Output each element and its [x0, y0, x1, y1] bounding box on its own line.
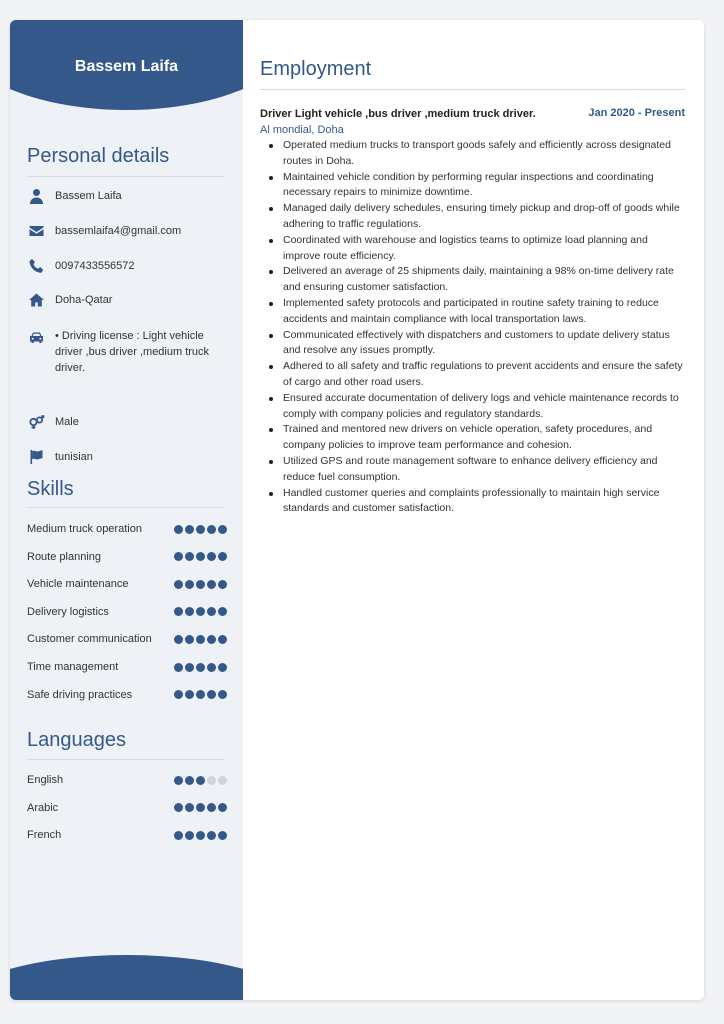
rating-dot — [218, 690, 227, 699]
rating-dot — [218, 607, 227, 616]
personal-details-divider — [27, 176, 224, 177]
job-header — [260, 107, 685, 122]
skill-row — [27, 605, 227, 619]
rating-dot — [185, 635, 194, 644]
skill-rating — [174, 663, 227, 672]
resume-page — [10, 20, 704, 1000]
rating-dot — [207, 663, 216, 672]
rating-dot — [207, 635, 216, 644]
rating-dot — [196, 580, 205, 589]
employment-title: Employment — [260, 58, 372, 80]
rating-dot — [174, 690, 183, 699]
detail-address-text: Doha-Qatar — [55, 294, 113, 306]
rating-dot — [207, 831, 216, 840]
skill-row — [27, 660, 227, 674]
detail-nationality-text: tunisian — [55, 451, 93, 463]
rating-dot — [185, 831, 194, 840]
language-rating — [174, 776, 227, 785]
gender-icon — [27, 414, 45, 430]
rating-dot — [207, 525, 216, 534]
rating-dot — [218, 831, 227, 840]
rating-dot — [174, 525, 183, 534]
job-bullet: Operated medium trucks to transport goods safely and efficiently across designated routes in Doha. — [260, 138, 685, 170]
rating-dot — [185, 552, 194, 561]
rating-dot — [196, 831, 205, 840]
rating-dot — [174, 635, 183, 644]
rating-dot — [196, 607, 205, 616]
language-label: French — [27, 829, 62, 842]
detail-phone — [27, 258, 227, 274]
rating-dot — [174, 663, 183, 672]
detail-license — [27, 328, 227, 376]
job-bullet: Ensured accurate documentation of delivery logs and vehicle maintenance records to comply with company policies and regulatory standards. — [260, 391, 685, 423]
job-bullet: Delivered an average of 25 shipments daily, maintaining a 98% on-time delivery rate and ensuring customer satisfaction. — [260, 264, 685, 296]
skill-label: Delivery logistics — [27, 605, 109, 618]
job-bullet: Trained and mentored new drivers on vehicle operation, safety procedures, and company policies to improve team performance and cohesion. — [260, 422, 685, 454]
skill-label: Vehicle maintenance — [27, 578, 129, 591]
detail-nationality — [27, 449, 227, 465]
sidebar — [10, 20, 243, 1000]
detail-gender-text: Male — [55, 416, 79, 428]
skill-row — [27, 522, 227, 536]
job-bullet: Communicated effectively with dispatchers and customers to update delivery status and resolve any issues promptly. — [260, 328, 685, 360]
rating-dot — [207, 607, 216, 616]
job-company: Al mondial, Doha — [260, 124, 344, 136]
rating-dot — [218, 552, 227, 561]
job-bullet: Adhered to all safety and traffic regulations to prevent accidents and ensure the safety of cargo and other road users. — [260, 359, 685, 391]
language-rating — [174, 803, 227, 812]
rating-dot — [218, 580, 227, 589]
rating-dot — [174, 803, 183, 812]
rating-dot — [185, 580, 194, 589]
rating-dot — [196, 525, 205, 534]
skill-label: Time management — [27, 661, 119, 673]
rating-dot — [185, 690, 194, 699]
job-date: Jan 2020 - Present — [588, 107, 685, 119]
language-label: English — [27, 774, 64, 786]
job-bullet: Utilized GPS and route management software to enhance delivery efficiency and reduce fuel consumption. — [260, 454, 685, 486]
skill-row — [27, 550, 227, 564]
job-bullet: Handled customer queries and complaints professionally to maintain high service standards and customer satisfaction. — [260, 486, 685, 518]
rating-dot — [185, 803, 194, 812]
skill-rating — [174, 580, 227, 589]
rating-dot — [174, 580, 183, 589]
skill-row — [27, 632, 227, 646]
rating-dot — [207, 803, 216, 812]
rating-dot — [207, 580, 216, 589]
detail-name — [27, 188, 227, 204]
rating-dot — [196, 776, 205, 785]
rating-dot — [218, 525, 227, 534]
languages-divider — [27, 759, 224, 760]
job-bullet: Maintained vehicle condition by performing regular inspections and coordinating necessary repairs to minimize downtime. — [260, 170, 685, 202]
rating-dot — [174, 776, 183, 785]
skill-label: Medium truck operation — [27, 523, 142, 535]
job-bullet: Managed daily delivery schedules, ensuring timely pickup and drop-off of goods while adhering to traffic regulations. — [260, 201, 685, 233]
detail-address — [27, 292, 227, 308]
car-icon — [27, 330, 45, 346]
sidebar-footer-shape — [10, 955, 243, 1000]
job-title: Driver Light vehicle ,bus driver ,medium truck driver. — [260, 108, 536, 120]
person-icon — [27, 188, 45, 204]
detail-email — [27, 223, 227, 239]
skill-label: Safe driving practices — [27, 688, 133, 701]
rating-dot — [196, 635, 205, 644]
skill-rating — [174, 635, 227, 644]
job-entry — [260, 107, 685, 517]
rating-dot — [218, 663, 227, 672]
rating-dot — [185, 607, 194, 616]
rating-dot — [196, 690, 205, 699]
candidate-name: Bassem Laifa — [74, 58, 179, 75]
detail-license-text: • Driving license : Light vehicle driver ,bus driver ,medium truck driver. — [55, 330, 210, 374]
rating-dot — [185, 663, 194, 672]
language-row — [27, 801, 227, 815]
skill-rating — [174, 690, 227, 699]
detail-email-text[interactable]: bassemlaifa4@gmail.com — [55, 225, 182, 237]
skill-row — [27, 688, 227, 702]
job-bullet: Coordinated with warehouse and logistics teams to optimize load planning and improve route efficiency. — [260, 233, 685, 265]
skills-divider — [27, 507, 224, 508]
rating-dot — [207, 776, 216, 785]
rating-dot — [207, 552, 216, 561]
languages-title: Languages — [27, 729, 126, 751]
rating-dot — [218, 635, 227, 644]
skills-title: Skills — [27, 478, 74, 500]
skill-label: Route planning — [27, 550, 102, 563]
flag-icon — [27, 449, 45, 465]
rating-dot — [207, 690, 216, 699]
employment-divider — [260, 89, 685, 90]
personal-details-title: Personal details — [27, 145, 170, 167]
rating-dot — [174, 831, 183, 840]
phone-icon — [27, 258, 45, 274]
skill-row — [27, 577, 227, 591]
language-label: Arabic — [27, 801, 59, 814]
rating-dot — [218, 776, 227, 785]
rating-dot — [185, 776, 194, 785]
detail-name-text: Bassem Laifa — [55, 190, 122, 202]
skill-rating — [174, 607, 227, 616]
home-icon — [27, 292, 45, 308]
rating-dot — [174, 607, 183, 616]
skill-rating — [174, 525, 227, 534]
language-row — [27, 773, 227, 787]
language-rating — [174, 831, 227, 840]
rating-dot — [196, 803, 205, 812]
rating-dot — [218, 803, 227, 812]
detail-gender — [27, 414, 227, 430]
rating-dot — [196, 663, 205, 672]
skill-label: Customer communication — [27, 633, 152, 646]
rating-dot — [196, 552, 205, 561]
envelope-icon — [27, 223, 45, 239]
rating-dot — [174, 552, 183, 561]
rating-dot — [185, 525, 194, 534]
detail-phone-text[interactable]: 0097433556572 — [55, 260, 135, 272]
job-bullets — [260, 138, 685, 517]
job-bullet: Implemented safety protocols and participated in routine safety training to reduce accidents and maintain compliance with local transportation laws. — [260, 296, 685, 328]
language-row — [27, 828, 227, 842]
skill-rating — [174, 552, 227, 561]
